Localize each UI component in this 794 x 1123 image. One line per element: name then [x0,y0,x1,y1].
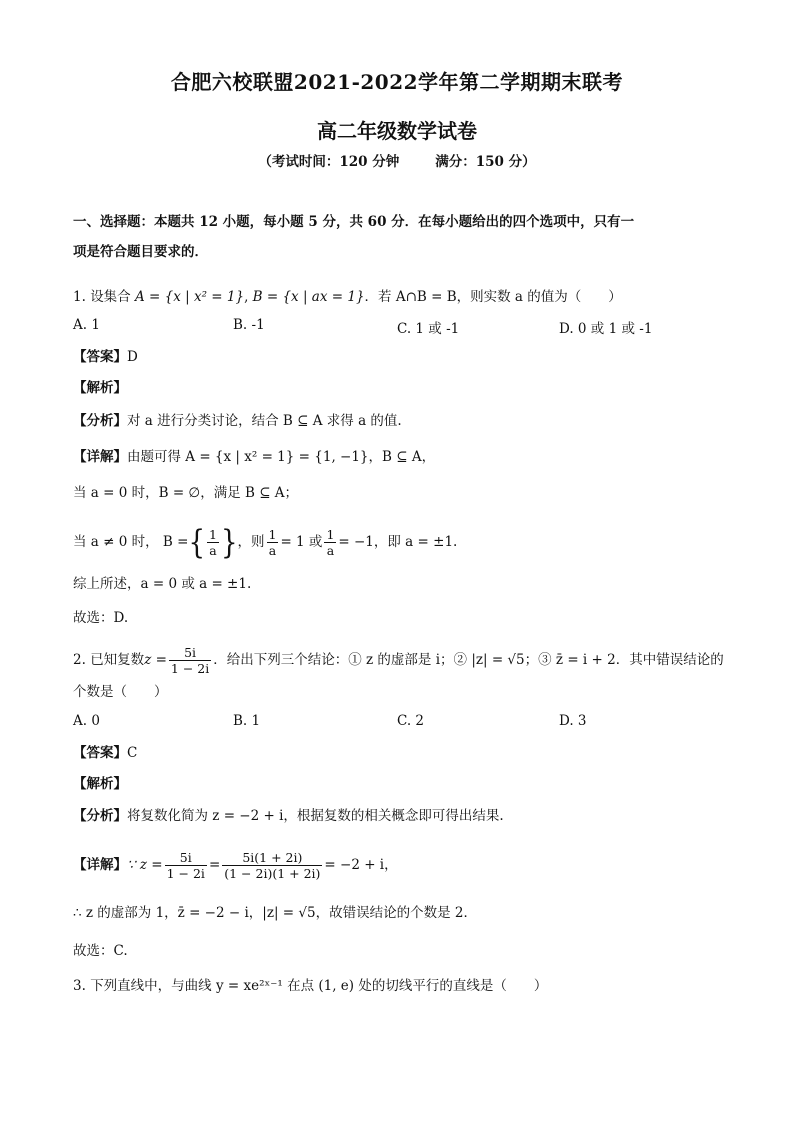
q1-option-d: D. 0 或 1 或 -1 [559,321,653,337]
exam-title: 合肥六校联盟2021-2022学年第二学期期末联考 [170,70,624,94]
q2-stem-z: z = [144,652,167,668]
frac-num: 1 [268,527,277,542]
section-heading-line2: 项是符合题目要求的． [73,244,208,260]
q1-answer [73,347,733,367]
q2-stem-b: ．给出下列三个结论：① z 的虚部是 i；② |z| = √5；③ z̄ = i + 2．其中错误结论的 [213,652,724,668]
q2-stem-a: 已知复数 [90,652,145,668]
q1-set-b: B = {x | ax = 1} [252,289,365,305]
q1-answer-value: D [127,349,138,365]
q2-option-b: B. 1 [233,713,261,729]
q2-option-a: A. 0 [73,713,100,729]
q1-detail-text: 由题可得 A = {x | x² = 1} = {1, −1}，B ⊆ A， [127,449,436,465]
q1-fenxi [73,411,733,431]
q2-analysis [73,774,733,794]
section-heading-line1: 一、选择题：本题共 12 小题，每小题 5 分，共 60 分．在每小题给出的四个选项中，只有一 [73,214,635,230]
frac-num: 5i(1 + 2i) [222,850,322,866]
fraction [222,850,322,881]
q2-conclusion: ∴ z 的虚部为 1，z̄ = −2 − i，|z| = √5，故错误结论的个数是 2． [73,905,477,921]
q1-case2-a: 当 a ≠ 0 时， [73,534,159,550]
q1-case2-b: B = [162,534,189,550]
q1-set-a: A = {x | x² = 1} [134,289,245,305]
q2-detail-post: = −2 + i， [324,857,398,873]
fenxi-tag: 【分析】 [73,808,127,824]
q1-detail [73,447,733,467]
q1-choose: 故选：D. [73,610,129,626]
q2-number: 2. [73,652,86,668]
frac-den: 1 − 2i [170,661,210,676]
brace-left: { [188,523,205,562]
q1-number: 1. [73,289,86,305]
answer-tag: 【答案】 [73,745,127,761]
q3-number: 3. [73,978,86,994]
exam-score: 满分：150 分） [435,154,536,170]
frac-den: a [326,543,335,558]
fraction [169,645,211,676]
frac-den: (1 − 2i)(1 + 2i) [224,866,321,881]
frac-den: a [268,543,277,558]
q1-option-c: C. 1 或 -1 [397,321,460,337]
exam-time: （考试时间：120 分钟 [258,154,400,170]
exam-subtitle: 高二年级数学试卷 [317,119,477,143]
detail-tag: 【详解】 [73,857,127,873]
fraction [267,527,279,558]
q2-fenxi [73,806,733,826]
analysis-tag: 【解析】 [73,380,127,396]
brace-right: } [220,523,238,562]
q2-option-c: C. 2 [397,713,425,729]
q2-stem-c: 个数是（ ） [73,684,168,700]
q2-answer [73,743,733,763]
detail-tag: 【详解】 [73,449,127,465]
exam-meta [0,150,794,170]
q1-prefix: 设集合 [90,289,131,305]
fenxi-tag: 【分析】 [73,413,127,429]
frac-num: 5i [169,645,211,661]
q1-option-b: B. -1 [233,317,265,333]
q2-choose: 故选：C. [73,943,128,959]
fraction [165,850,207,881]
fraction [207,527,219,558]
frac-num: 5i [165,850,207,866]
q2-detail-pre: ∵ z = [127,857,163,873]
fraction [324,527,336,558]
q1-condition: ．若 A∩B = B，则实数 a 的值为（ ） [364,289,622,305]
q1-option-a: A. 1 [73,317,100,333]
q2-answer-value: C [127,745,138,761]
frac-num: 1 [209,527,217,542]
q1-summary: 综上所述，a = 0 或 a = ±1. [73,576,252,592]
q3-stem: 下列直线中，与曲线 y = xe²ˣ⁻¹ 在点 (1, e) 处的切线平行的直线是（ ） [90,978,548,994]
q1-analysis [73,378,733,398]
q1-case2-e: = −1，即 a = ±1. [338,534,458,550]
analysis-tag: 【解析】 [73,776,127,792]
q2-fenxi-text: 将复数化简为 z = −2 + i，根据复数的相关概念即可得出结果. [127,808,504,824]
q2-option-d: D. 3 [559,713,587,729]
question-2-stem [73,645,733,676]
question-3-stem [73,976,733,996]
q2-detail: 【详解】∵ z = $\frac{5i}{1 - 2i}$ = $\frac{5i(1 + 2i)}{(1 - 2i)(1 + 2i)}$ = −2 + i， [73,850,398,881]
q1-fenxi-text: 对 a 进行分类讨论，结合 B ⊆ A 求得 a 的值. [127,413,402,429]
question-1-stem: 1. 设集合 A = {x | x² = 1}, B = {x | ax = 1}．若 A∩B = B，则实数 a 的值为（ ） [73,289,622,305]
frac-den: a [209,543,217,558]
q1-case1: 当 a = 0 时，B = ∅，满足 B ⊆ A； [73,485,299,501]
q1-case2-c: ，则 [237,534,265,550]
frac-num: 1 [326,527,335,542]
answer-tag: 【答案】 [73,349,127,365]
q1-case2-d: = 1 或 [280,534,323,550]
q1-case2 [73,523,733,562]
frac-den: 1 − 2i [166,866,205,881]
